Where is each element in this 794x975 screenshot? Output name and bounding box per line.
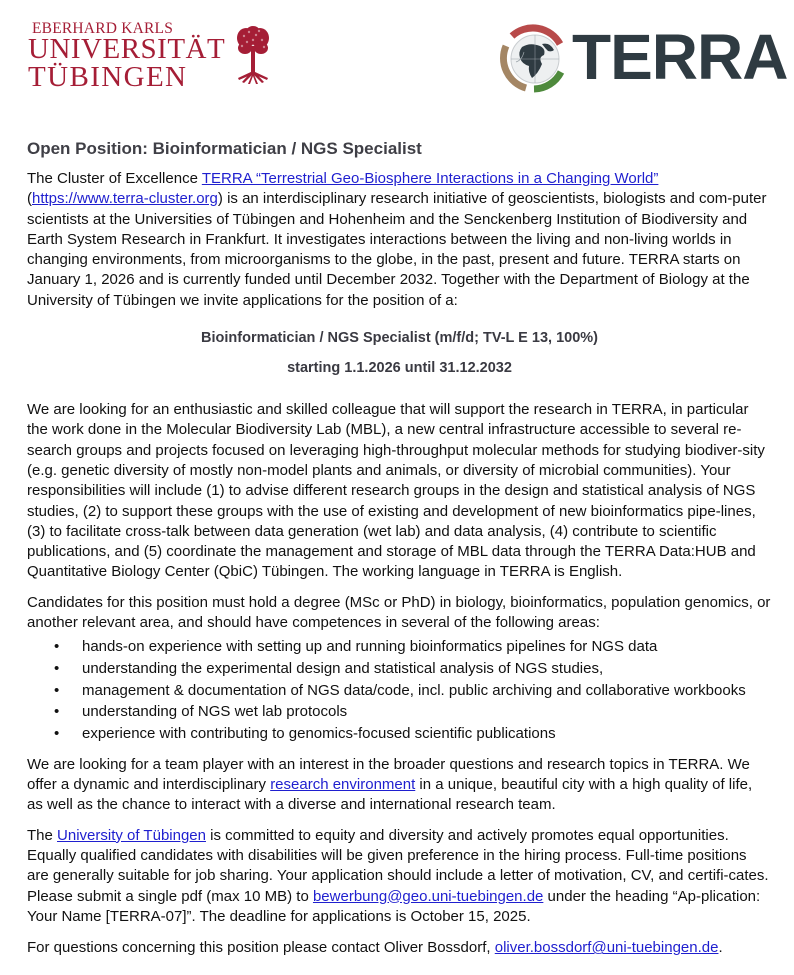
- logo-line-eberhard-karls: EBERHARD KARLS: [32, 20, 174, 37]
- requirement-text: management & documentation of NGS data/code, incl. public archiving and collaborative workbooks: [82, 681, 746, 699]
- team-text: We are looking for a team player with an interest in the broader questions and research topics in TERRA. We offer a dynamic and interdisciplinary: [27, 755, 750, 794]
- equity-text-middle: is committed to equity and diversity and actively promotes equal opportunities. Equally qualified candidates with disabilities will be given preference in the hiring process. Full-time positions are generally suitable for job sharing. Your application should include a letter of motivation, CV, and certifi-cates. Please submit a single pdf (max 10 MB) to: [27, 826, 769, 905]
- tree-icon: [236, 26, 270, 86]
- logo-line-tuebingen: TÜBINGEN: [28, 61, 188, 93]
- position-title: Bioinformatician / NGS Specialist (m/f/d; TV-L E 13, 100%): [201, 330, 598, 347]
- requirement-item: [54, 680, 772, 702]
- equity-paragraph: [27, 826, 772, 927]
- terra-cluster-link[interactable]: TERRA “Terrestrial Geo-Biosphere Interactions in a Changing World”: [201, 170, 659, 187]
- page-title: Open Position: Bioinformatician / NGS Specialist: [27, 139, 422, 158]
- terra-wordmark: TERRA: [572, 21, 788, 93]
- requirement-item: [54, 636, 772, 658]
- contact-paragraph: [27, 938, 772, 958]
- position-dates: starting 1.1.2026 until 31.12.2032: [287, 360, 512, 377]
- requirement-item: [54, 723, 772, 745]
- job-posting: [27, 138, 772, 959]
- header: [0, 0, 794, 110]
- globe-icon: [498, 22, 570, 94]
- requirement-text: understanding of NGS wet lab protocols: [82, 703, 348, 721]
- intro-text: The Cluster of Excellence: [27, 170, 202, 187]
- bullet-icon: •: [54, 725, 60, 743]
- requirements-intro: Candidates for this position must hold a degree (MSc or PhD) in biology, bioinformatics, population genomics, or another relevant area, and should have competences in several of the following areas:: [27, 593, 771, 632]
- bullet-icon: •: [54, 681, 60, 699]
- contact-text-rest: .: [718, 939, 723, 957]
- requirement-item: [54, 658, 772, 680]
- intro-paren: (: [27, 190, 32, 208]
- intro-paragraph: [27, 169, 772, 311]
- bullet-icon: •: [54, 660, 60, 678]
- logo-line-universitaet: UNIVERSITÄT: [28, 33, 226, 65]
- application-email-link[interactable]: bewerbung@geo.uni-tuebingen.de: [312, 887, 544, 905]
- team-text-rest: in a unique, beautiful city with a high quality of life, as well as the chance to interact with a diverse and international research team.: [27, 776, 753, 814]
- bullet-icon: •: [54, 703, 60, 721]
- terra-logo: [498, 20, 788, 94]
- equity-text: The: [27, 826, 58, 844]
- contact-email-link[interactable]: oliver.bossdorf@uni-tuebingen.de: [494, 939, 719, 957]
- requirement-item: [54, 701, 772, 723]
- requirements-list: [27, 636, 772, 745]
- intro-text-rest: ) is an interdisciplinary research initiative of geoscientists, biologists and com-puter scientists at the Universities of Tübingen and Hohenheim and the Senckenberg Institution of Biodiversity and Earth System Research in Frankfurt. It investigates interactions between the living and non-living worlds in changing environments, from microorganisms to the globe, in the past, present and future. TERRA starts on January 1, 2026 and is currently funded until December 2032. Together with the Department of Biology at the University of Tübingen we invite applications for the position of a:: [27, 190, 767, 309]
- team-paragraph: [27, 755, 772, 816]
- requirement-text: understanding the experimental design and statistical analysis of NGS studies,: [82, 660, 604, 678]
- requirement-text: experience with contributing to genomics-focused scientific publications: [82, 725, 556, 743]
- research-environment-link[interactable]: research environment: [270, 776, 416, 794]
- requirement-text: hands-on experience with setting up and running bioinformatics pipelines for NGS data: [82, 638, 658, 656]
- equity-text-rest: under the heading “Ap-plication: Your Name [TERRA-07]”. The deadline for applications is October 15, 2025.: [27, 887, 761, 925]
- university-tuebingen-logo: [28, 18, 278, 93]
- responsibilities-paragraph: We are looking for an enthusiastic and skilled colleague that will support the research in TERRA, in particular the work done in the Molecular Biodiversity Lab (MBL), a new central infrastructure accessible to several re-search groups and projects focused on leveraging high-throughput molecular methods for studying biodiver-sity (e.g. genetic diversity of mostly non-model plants and animals, or diversity of microbial communities). Your responsibilities will include (1) to advise different research groups in the design and statistical analysis of NGS studies, (2) to support these groups with the use of existing and development of new bioinformatics pipe-lines, (3) to facilitate cross-talk between data generation (wet lab) and data analysis, (4) contribute to scientific publications, and (5) coordinate the management and storage of MBL data through the TERRA Data:HUB and Quantitative Biology Center (QbiC) Tübingen. The working language in TERRA is English.: [27, 401, 765, 581]
- university-tuebingen-link[interactable]: University of Tübingen: [57, 826, 206, 844]
- contact-text: For questions concerning this position please contact Oliver Bossdorf,: [27, 939, 495, 957]
- bullet-icon: •: [54, 638, 60, 656]
- terra-url-link[interactable]: https://www.terra-cluster.org: [32, 190, 218, 208]
